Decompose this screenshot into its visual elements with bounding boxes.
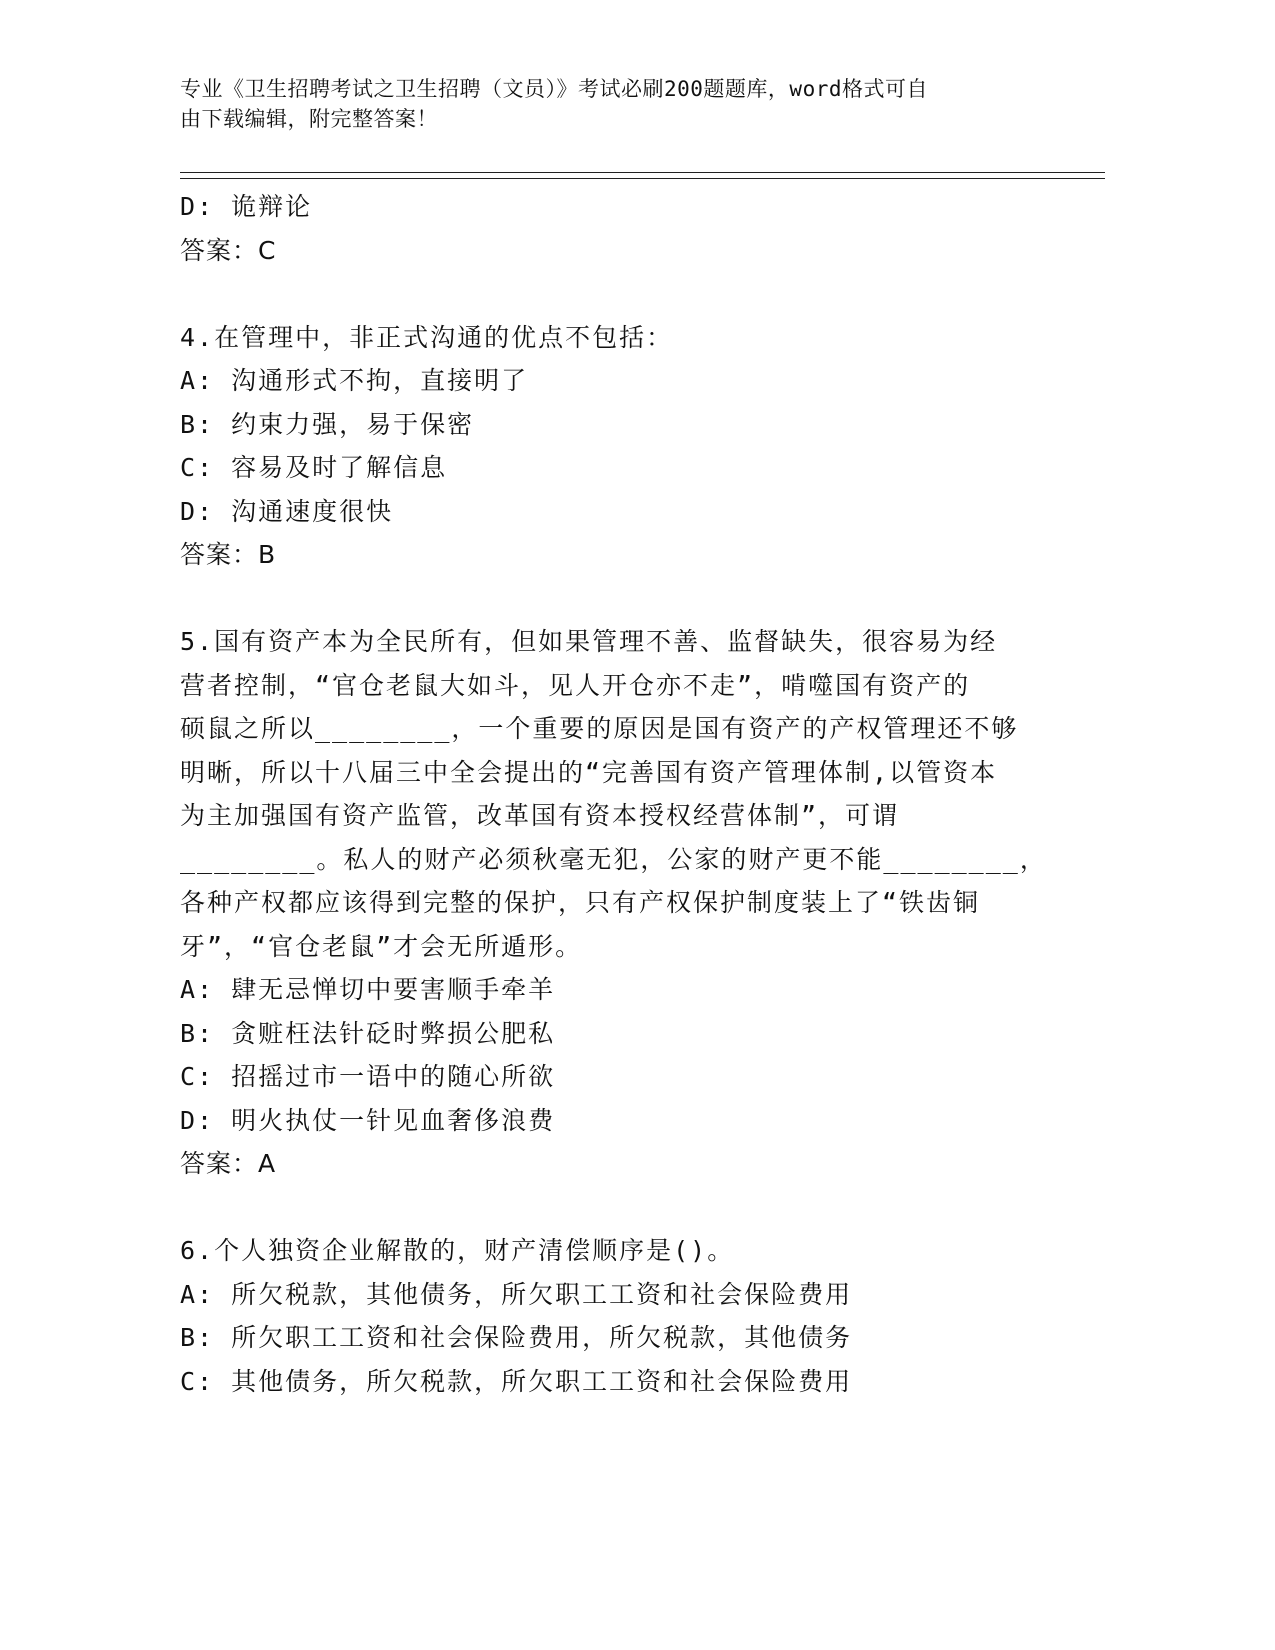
header-line-1: 专业《卫生招聘考试之卫生招聘（文员）》考试必刷200题题库，word格式可自 (180, 77, 928, 101)
question-stem-line: 牙”，“官仓老鼠”才会无所遁形。 (180, 931, 583, 961)
option-a: A: 所欠税款，其他债务，所欠职工工资和社会保险费用 (180, 1279, 853, 1309)
option-b: B: 所欠职工工资和社会保险费用，所欠税款，其他债务 (180, 1323, 853, 1352)
question-4 (180, 316, 1040, 577)
option-c: C: 招摇过市一语中的随心所欲 (180, 1062, 556, 1091)
option-b: B: 约束力强，易于保密 (180, 409, 475, 439)
header-divider (180, 172, 1105, 179)
answer: 答案：C (180, 235, 277, 265)
question-stem: 6.个人独资企业解散的，财产清偿顺序是()。 (180, 1236, 735, 1265)
question-stem-line: ________。私人的财产必须秋毫无犯，公家的财产更不能________， (180, 844, 1047, 874)
option-a: A: 沟通形式不拘，直接明了 (180, 366, 529, 395)
option-b: B: 贪赃枉法针砭时弊损公肥私 (180, 1018, 556, 1048)
question-3 (180, 185, 1040, 272)
option-d: D: 诡辩论 (180, 192, 313, 221)
question-stem-line: 硕鼠之所以________，一个重要的原因是国有资产的产权管理还不够 (180, 714, 1019, 743)
question-stem-line: 营者控制，“官仓老鼠大如斗，见人开仓亦不走”，啃噬国有资产的 (180, 670, 971, 700)
question-stem-line: 明晰，所以十八届三中全会提出的“完善国有资产管理体制,以管资本 (180, 757, 998, 787)
question-list (180, 185, 1047, 1403)
question-stem: 4.在管理中，非正式沟通的优点不包括： (180, 322, 674, 352)
option-d: D: 明火执仗一针见血奢侈浪费 (180, 1105, 556, 1135)
option-c: C: 其他债务，所欠税款，所欠职工工资和社会保险费用 (180, 1366, 853, 1396)
question-6 (180, 1229, 1040, 1403)
option-a: A: 肆无忌惮切中要害顺手牵羊 (180, 975, 556, 1004)
answer: 答案：A (180, 1149, 277, 1178)
answer: 答案：B (180, 540, 277, 569)
option-d: D: 沟通速度很快 (180, 496, 394, 526)
question-5 (180, 620, 1047, 1186)
page-header (180, 74, 1040, 134)
header-line-2: 由下载编辑，附完整答案！ (180, 107, 438, 131)
option-c: C: 容易及时了解信息 (180, 453, 448, 482)
question-stem-line: 为主加强国有资产监管，改革国有资本授权经营体制”，可谓 (180, 801, 900, 830)
question-stem-line: 各种产权都应该得到完整的保护，只有产权保护制度装上了“铁齿铜 (180, 888, 981, 917)
question-stem-line: 5.国有资产本为全民所有，但如果管理不善、监督缺失，很容易为经 (180, 627, 998, 656)
